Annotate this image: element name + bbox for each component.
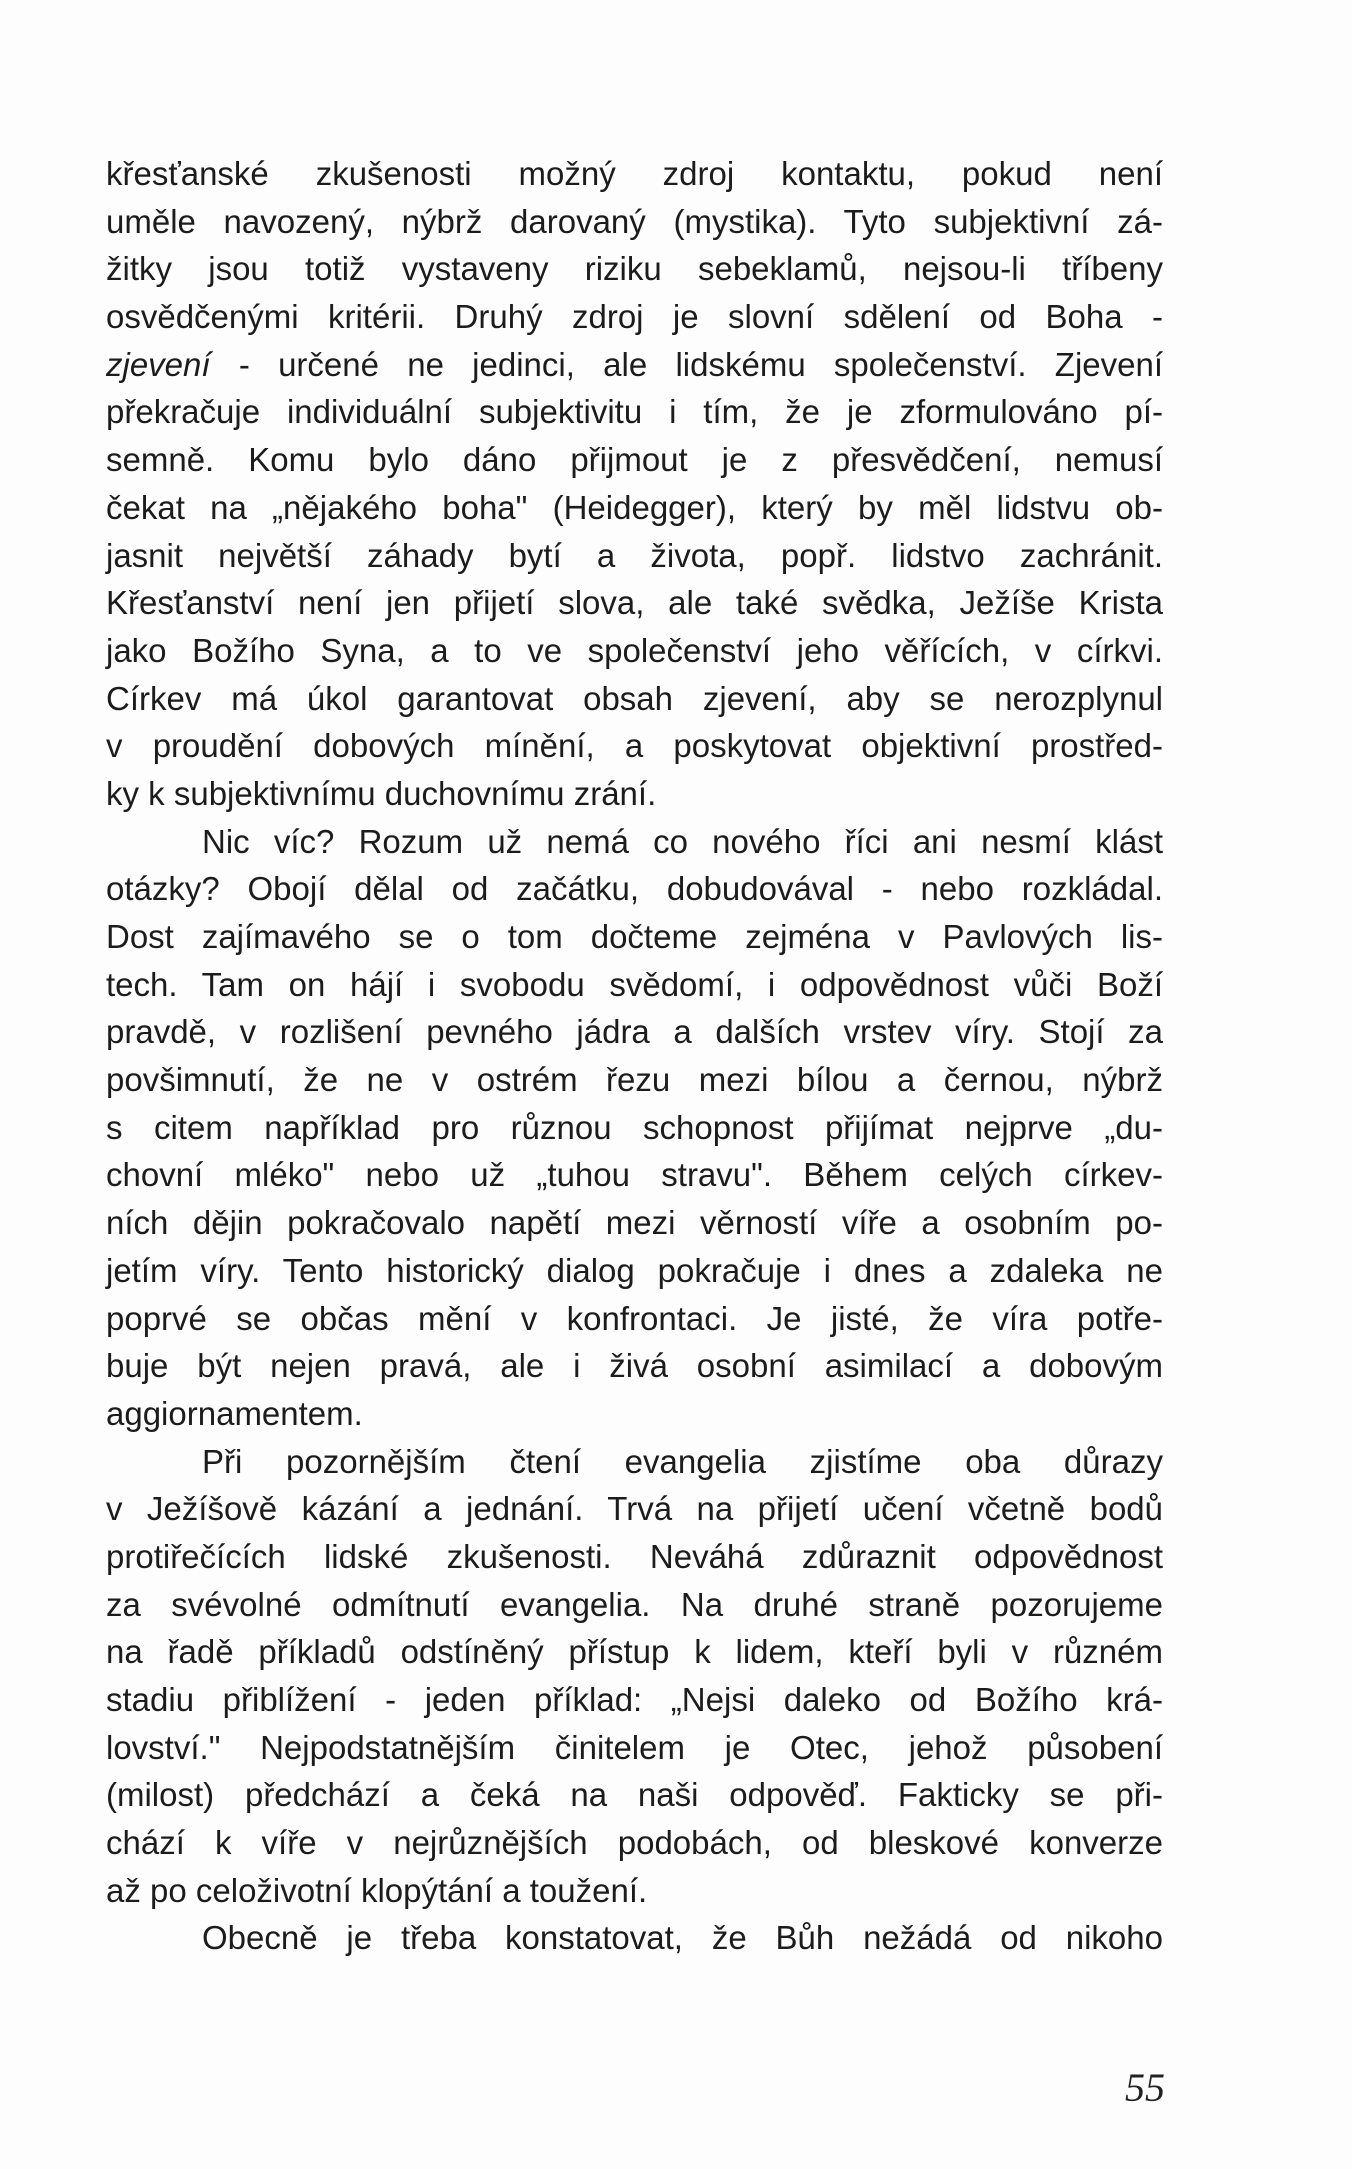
text-line: buje být nejen pravá, ale i živá osobní asimilací a dobovým — [106, 1347, 1163, 1385]
text-line: křesťanské zkušenosti možný zdroj kontaktu, pokud není — [106, 155, 1163, 192]
text-line: Při pozornějším čtení evangelia zjistíme oba důrazy — [202, 1442, 1163, 1480]
text-line: Církev má úkol garantovat obsah zjevení, aby se nerozplynul — [106, 679, 1163, 717]
text-line: uměle navozený, nýbrž darovaný (mystika). Tyto subjektivní zá- — [106, 202, 1163, 240]
text-line: povšimnutí, že ne v ostrém řezu mezi bílou a černou, nýbrž — [106, 1061, 1163, 1099]
text-line — [106, 341, 1163, 389]
text-segment: - určené ne jedinci, ale lidskému společenství. Zjevení — [210, 345, 1163, 383]
text-line: až po celoživotní klopýtání a toužení. — [106, 1871, 648, 1909]
text-line: Nic víc? Rozum už nemá co nového říci ani nesmí klást — [202, 822, 1163, 860]
text-line: osvědčenými kritérii. Druhý zdroj je slovní sdělení od Boha - — [106, 298, 1163, 336]
text-line: v Ježíšově kázání a jednání. Trvá na přijetí učení včetně bodů — [106, 1490, 1163, 1528]
text-line: jetím víry. Tento historický dialog pokračuje i dnes a zdaleka ne — [106, 1251, 1163, 1289]
text-line: ních dějin pokračovalo napětí mezi věrností víře a osobním po- — [106, 1204, 1163, 1242]
text-line: stadiu přiblížení - jeden příklad: „Nejsi daleko od Božího krá- — [106, 1681, 1163, 1718]
text-line: žitky jsou totiž vystaveny riziku sebeklamů, nejsou-li tříbeny — [106, 250, 1163, 288]
text-line: chází k víře v nejrůznějších podobách, od bleskové konverze — [106, 1824, 1163, 1862]
emphasized-term: zjevení — [106, 345, 211, 383]
body-text — [106, 150, 1163, 1962]
text-line: za svévolné odmítnutí evangelia. Na druhé straně pozorujeme — [106, 1585, 1163, 1623]
text-line: lovství." Nejpodstatnějším činitelem je Otec, jehož působení — [106, 1728, 1163, 1766]
text-line: jako Božího Syna, a to ve společenství jeho věřících, v církvi. — [106, 631, 1163, 669]
text-line: Křesťanství není jen přijetí slova, ale také svědka, Ježíše Krista — [106, 584, 1163, 622]
text-line: protiřečících lidské zkušenosti. Neváhá zdůraznit odpovědnost — [106, 1537, 1163, 1575]
text-line: jasnit největší záhady bytí a života, popř. lidstvo zachránit. — [106, 536, 1163, 574]
text-line: otázky? Obojí dělal od začátku, dobudovával - nebo rozkládal. — [106, 870, 1163, 908]
text-line: semně. Komu bylo dáno přijmout je z přesvědčení, nemusí — [106, 441, 1163, 479]
text-line: v proudění dobových mínění, a poskytovat objektivní prostřed- — [106, 727, 1163, 765]
text-line: ky k subjektivnímu duchovnímu zrání. — [106, 774, 657, 812]
text-line: Obecně je třeba konstatovat, že Bůh nežádá od nikoho — [202, 1919, 1163, 1957]
page-number: 55 — [1125, 2065, 1165, 2110]
text-line: s citem například pro různou schopnost přijímat nejprve „du- — [106, 1108, 1163, 1146]
text-line: poprvé se občas mění v konfrontaci. Je jisté, že víra potře- — [106, 1299, 1163, 1337]
text-line: Dost zajímavého se o tom dočteme zejména v Pavlových lis- — [106, 918, 1163, 955]
text-line: pravdě, v rozlišení pevného jádra a dalších vrstev víry. Stojí za — [106, 1013, 1163, 1051]
text-line: (milost) předchází a čeká na naši odpověď. Fakticky se při- — [106, 1776, 1163, 1814]
text-line: aggiornamentem. — [106, 1394, 363, 1432]
text-line: na řadě příkladů odstíněný přístup k lidem, kteří byli v různém — [106, 1633, 1163, 1671]
text-line: čekat na „nějakého boha" (Heidegger), který by měl lidstvu ob- — [106, 488, 1163, 526]
text-line: chovní mléko" nebo už „tuhou stravu". Během celých církev- — [106, 1156, 1163, 1194]
text-line: tech. Tam on hájí i svobodu svědomí, i odpovědnost vůči Boží — [106, 965, 1163, 1003]
text-line: překračuje individuální subjektivitu i tím, že je zformulováno pí- — [106, 393, 1163, 431]
